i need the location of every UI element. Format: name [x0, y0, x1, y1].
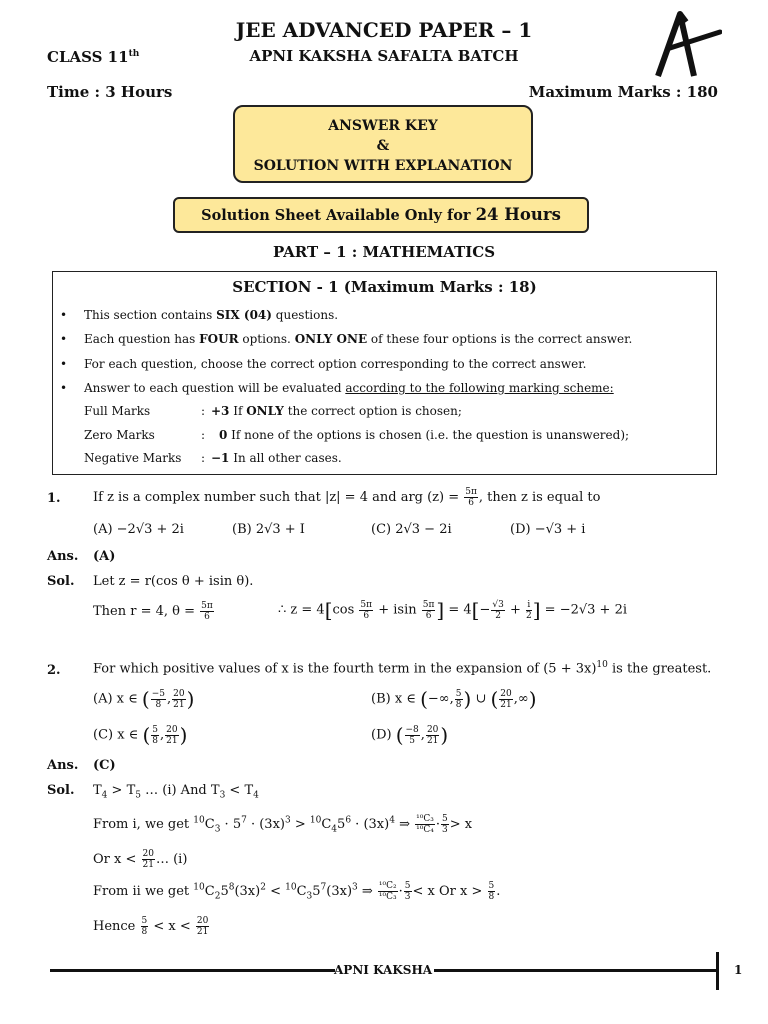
- scheme-colon: :: [201, 451, 206, 465]
- question-stem: If z is a complex number such that |z| = 4 and arg (z) = $\frac{5\pi}{6}$ , then z is equal to: [93, 487, 601, 508]
- scheme-colon: :: [201, 404, 206, 418]
- option-c: (C) x ∈ ( $\frac{5}{8}$ , $\frac{20}{21}$ ): [93, 723, 188, 747]
- answer-key-box: [233, 105, 533, 183]
- option-a: (A) x ∈ ( $\frac{-5}{8}$ , $\frac{20}{21}$ ): [93, 687, 195, 711]
- answer-label: Ans.: [47, 549, 79, 564]
- option-d: (D) ( $\frac{-8}{5}$ , $\frac{20}{21}$ ): [371, 723, 449, 747]
- option-c: (C) 2√3 − 2i: [371, 522, 452, 537]
- solution-line: From i, we get $^{10}C_3 \cdot 5^7 \cdot (3x)^3 > ^{10}C_45^6 \cdot (3x)^4$ ⇒ $\frac{\text{¹⁰C₃}}{\text{¹⁰C₄}}$ · $\frac{5}{3}$ > x: [93, 814, 473, 835]
- option-b: (B) x ∈ (−∞, $\frac{5}{8}$ ) ∪ ( $\frac{20}{21}$ ,∞): [371, 687, 537, 711]
- option-b: (B) 2√3 + I: [232, 522, 305, 537]
- section-title: SECTION - 1 (Maximum Marks : 18): [232, 278, 537, 296]
- answer-key-line3: SOLUTION WITH EXPLANATION: [253, 158, 513, 174]
- solution-label: Sol.: [47, 783, 75, 798]
- solution-line: From ii we get $^{10}C_25^8(3x)^2 < ^{10}C_35^7(3x)^3$ ⇒ $\frac{\text{¹⁰C₂}}{\text{¹⁰C₃}}$ · $\frac{5}{3}$ < x Or x > $\frac{5}{8}$ .: [93, 881, 501, 902]
- full-marks-label: Full Marks: [84, 404, 151, 418]
- answer-value: (A): [93, 549, 116, 564]
- footer-rule-left: [50, 969, 335, 972]
- apni-kaksha-logo: [650, 10, 722, 78]
- time-label: Time : 3 Hours: [47, 83, 173, 101]
- solution-line: Or x < $\frac{20}{21}$ … (i): [93, 849, 188, 870]
- page-number: 1: [734, 963, 743, 977]
- max-marks-label: Maximum Marks : 180: [528, 83, 718, 101]
- footer-brand: APNI KAKSHA: [334, 963, 433, 977]
- solution-line: Let z = r(cos θ + isin θ).: [93, 574, 254, 589]
- footer-rule-right: [434, 969, 718, 972]
- answer-value: (C): [93, 758, 116, 773]
- answer-key-line2: &: [376, 138, 390, 154]
- footer-rule-vertical: [716, 952, 719, 990]
- answer-key-line1: ANSWER KEY: [328, 118, 438, 134]
- batch-name: APNI KAKSHA SAFALTA BATCH: [249, 47, 519, 65]
- scheme-colon: :: [201, 428, 206, 442]
- solution-line: Then r = 4, θ = $\frac{5\pi}{6}$: [93, 601, 213, 622]
- question-number: 1.: [47, 491, 61, 506]
- paper-title: JEE ADVANCED PAPER – 1: [235, 18, 533, 42]
- question-number: 2.: [47, 663, 61, 678]
- question-stem: For which positive values of x is the fourth term in the expansion of $(5 + 3x)^{10}$ is the greatest.: [93, 660, 712, 677]
- answer-label: Ans.: [47, 758, 79, 773]
- section-instructions-box: SECTION - 1 (Maximum Marks : 18) • This section contains SIX (04) questions. • Each question has FOUR options. ONLY ONE of these four options is the correct answer. • For each question, choose the correct option corresponding to the correct answer. • Answer to each question will be evaluated according to the following marking scheme: Full Marks : +3 If ONLY the correct option is chosen; Zero Marks : 0 If none of the options is chosen (i.e. the question is unanswered); Negative Marks : −1 In all other cases.: [52, 271, 717, 475]
- solution-line: $T_4 > T_5$ … (i) And $T_3 < T_4$: [93, 783, 259, 801]
- negative-marks-value: −1 In all other cases.: [211, 451, 342, 465]
- option-a: (A) −2√3 + 2i: [93, 522, 184, 537]
- solution-line: ∴ z = 4[cos $\frac{5\pi}{6}$ + isin $\frac{5\pi}{6}$ ] = 4[− $\frac{√3}{2}$ + $\frac{i}{2}$ ] = −2√3 + 2i: [278, 598, 628, 622]
- solution-label: Sol.: [47, 574, 75, 589]
- zero-marks-label: Zero Marks: [84, 428, 155, 442]
- availability-banner: Solution Sheet Available Only for 24 Hours: [173, 197, 589, 233]
- solution-line: Hence $\frac{5}{8}$ < x < $\frac{20}{21}$: [93, 916, 209, 937]
- class-label: CLASS 11th: [47, 48, 140, 66]
- option-d: (D) −√3 + i: [510, 522, 586, 537]
- full-marks-value: +3 If ONLY the correct option is chosen;: [211, 404, 462, 418]
- negative-marks-label: Negative Marks: [84, 451, 182, 465]
- part-title: PART – 1 : MATHEMATICS: [272, 243, 496, 261]
- zero-marks-value: 0 If none of the options is chosen (i.e. the question is unanswered);: [219, 428, 630, 442]
